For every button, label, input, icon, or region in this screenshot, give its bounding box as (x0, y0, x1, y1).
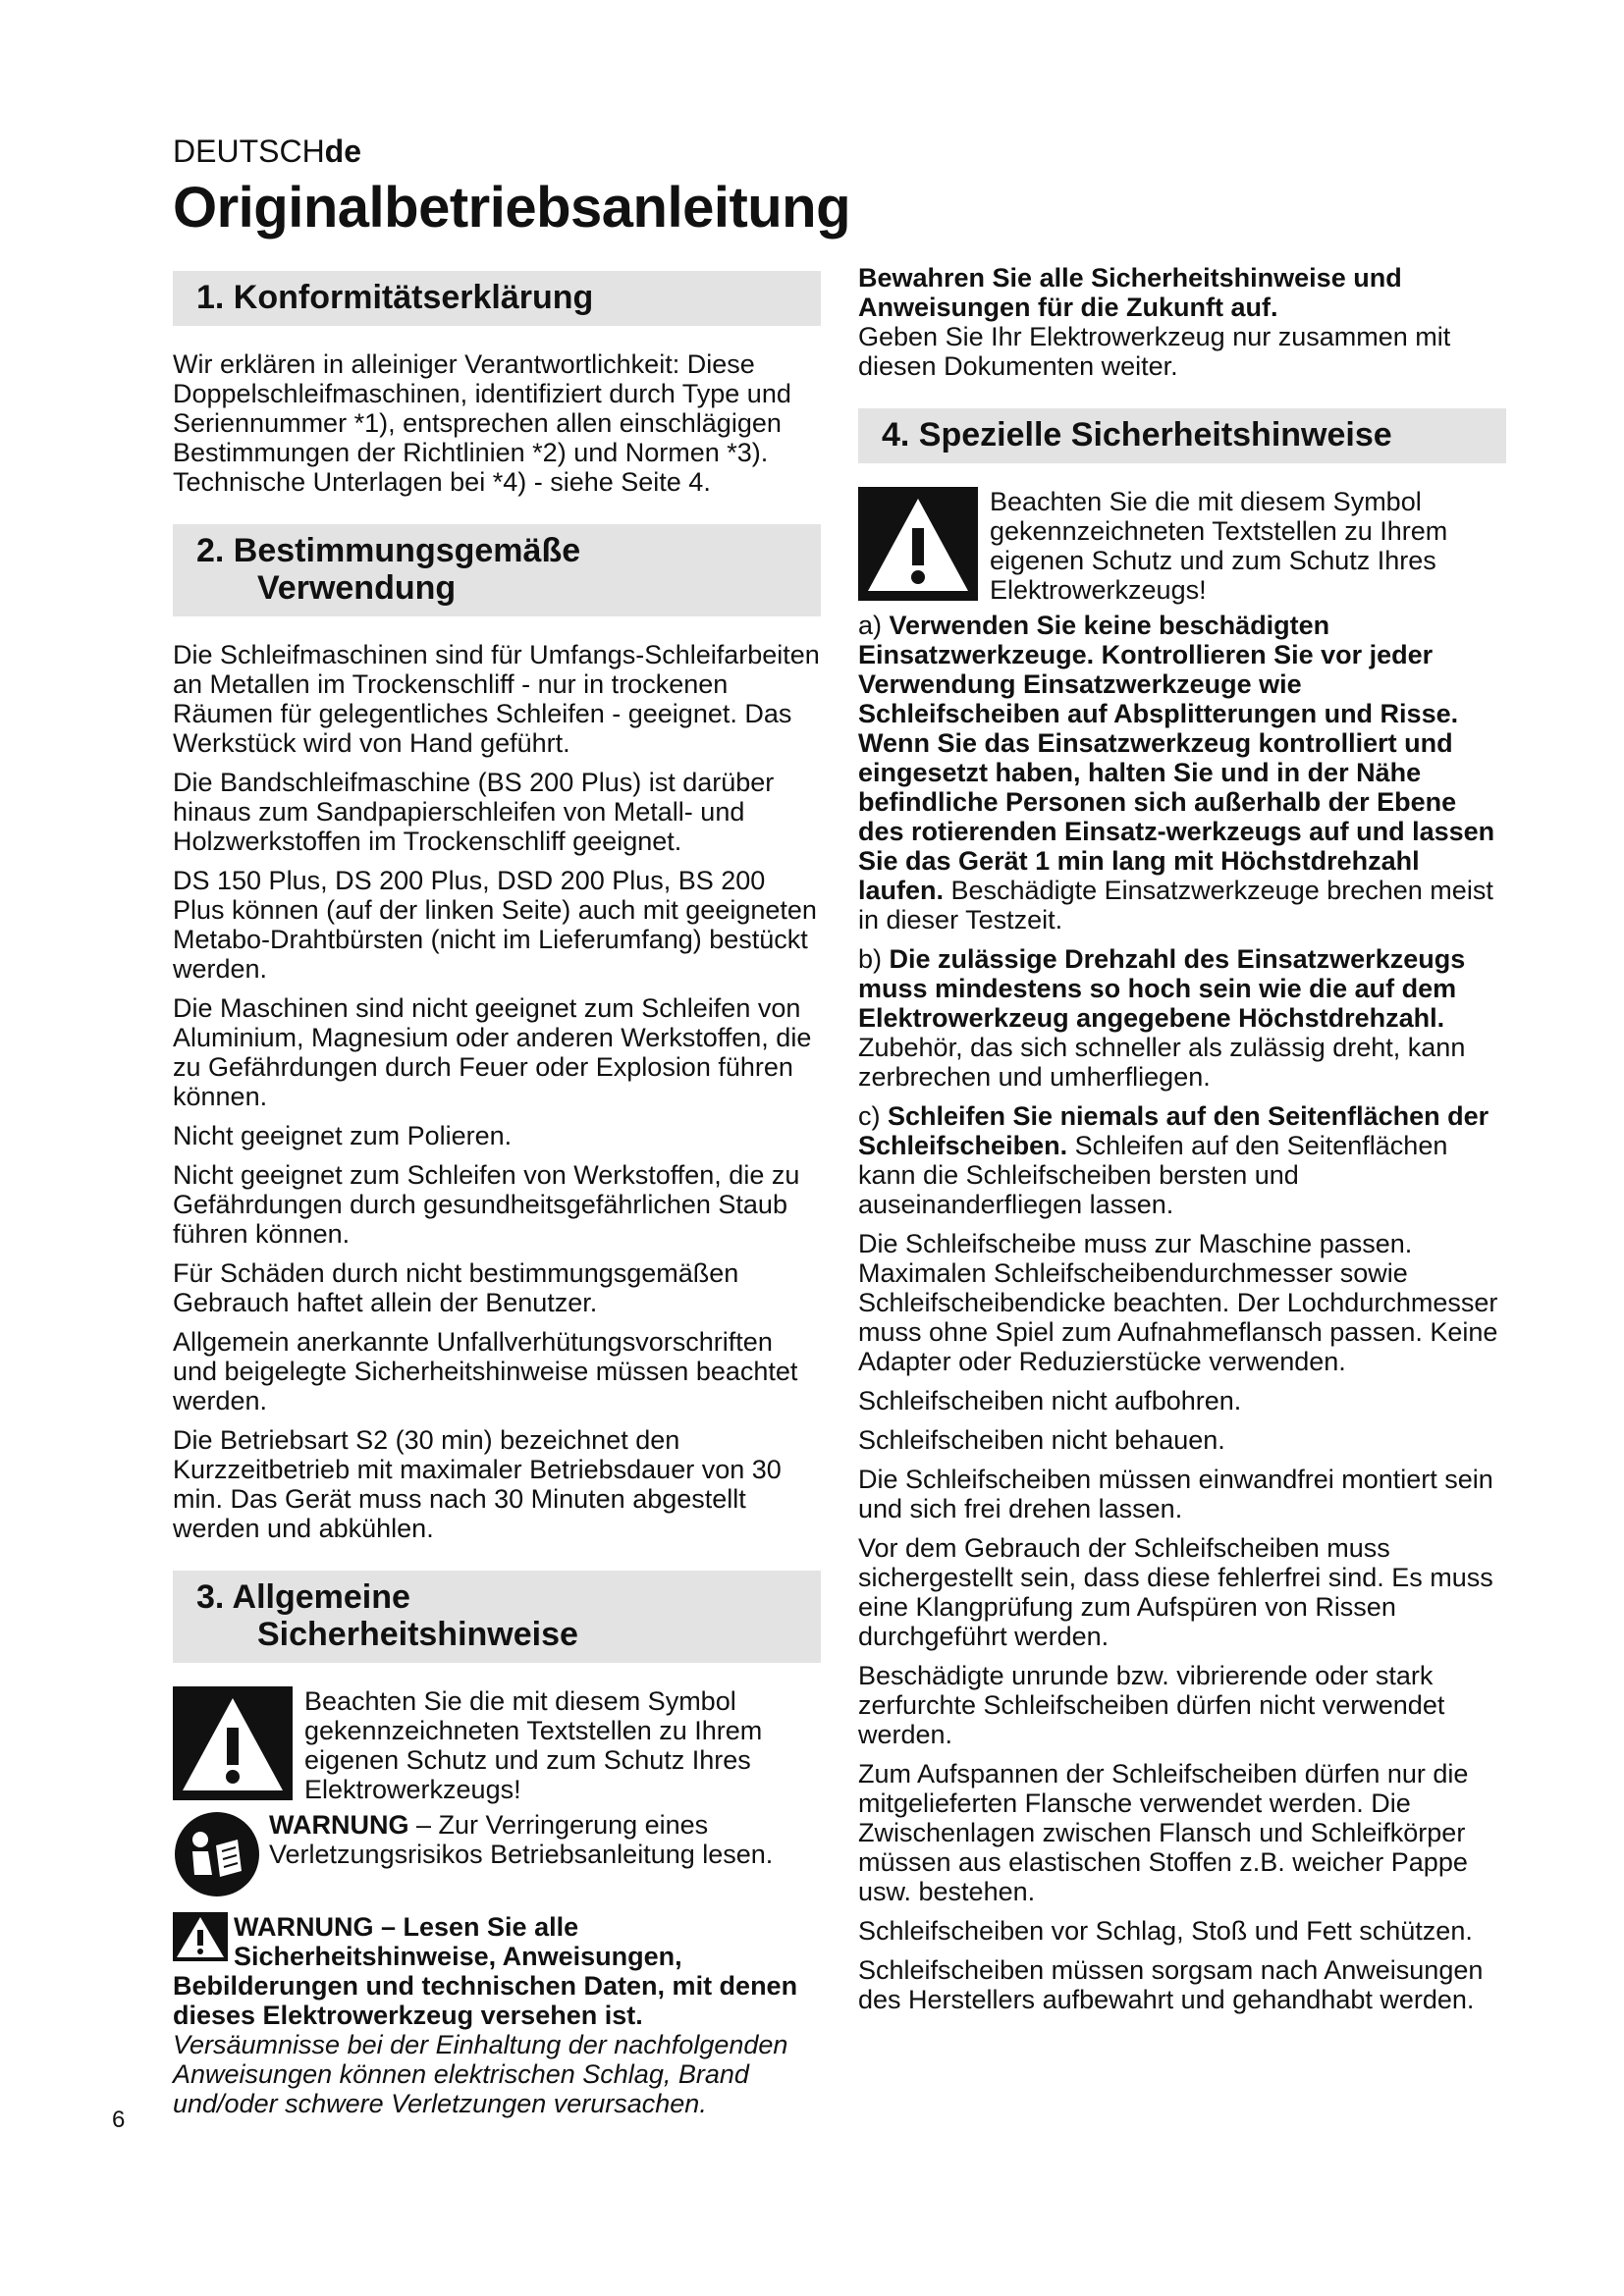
warning-triangle-icon (173, 1912, 228, 1961)
rule-c-text: Schleifen auf den Seitenflächen kann die Schleifscheiben bersten und auseinanderfliegen lassen. (858, 1131, 1448, 1219)
general-warning-italic: Versäumnisse bei der Einhaltung der nachfolgenden Anweisungen können elektrischen Schlag, Brand und/oder schwere Verletzungen verursachen. (173, 2030, 788, 2118)
symbol-notice-text: Beachten Sie die mit diesem Symbol gekennzeichneten Textstellen zu Ihrem eigenen Schutz und zum Schutz Ihres Elektrowerkzeugs! (304, 1686, 763, 1804)
rule-c-bold: Schleifen Sie niemals auf den Seitenflächen der Schleifscheiben. (858, 1101, 1489, 1160)
warning-label: WARNUNG (269, 1810, 409, 1840)
section-4-paragraph: Zum Aufspannen der Schleifscheiben dürfen nur die mitgelieferten Flansche verwendet werden. Die Zwischenlagen zwischen Flansch und Schleifkörper müssen aus elastischen Stoffen z.B. weicher Pappe usw. bestehen. (858, 1759, 1469, 1906)
section-4-paragraph: Schleifscheiben nicht behauen. (858, 1425, 1225, 1455)
rule-c-prefix: c) (858, 1101, 888, 1131)
section-2-paragraph: Die Bandschleifmaschine (BS 200 Plus) ist darüber hinaus zum Sandpapierschleifen von Metall- und Holzwerkstoffen im Trockenschliff geeignet. (173, 768, 775, 856)
right-column (858, 263, 1506, 2024)
rule-b-text: Zubehör, das sich schneller als zulässig dreht, kann zerbrechen und umherfliegen. (858, 1033, 1466, 1092)
section-2-paragraph: Nicht geeignet zum Polieren. (173, 1121, 513, 1150)
section-2-paragraph: DS 150 Plus, DS 200 Plus, DSD 200 Plus, BS 200 Plus können (auf der linken Seite) auch mit geeigneten Metabo-Drahtbürsten (nicht im Lieferumfang) bestückt werden. (173, 866, 817, 984)
section-4-paragraph: Vor dem Gebrauch der Schleifscheiben muss sichergestellt sein, dass diese fehlerfrei sind. Es muss eine Klangprüfung zum Aufspüren von Rissen durchgeführt werden. (858, 1533, 1493, 1651)
symbol-notice-text: Beachten Sie die mit diesem Symbol gekennzeichneten Textstellen zu Ihrem eigenen Schutz und zum Schutz Ihres Elektrowerkzeugs! (990, 487, 1448, 605)
section-2-paragraph: Die Schleifmaschinen sind für Umfangs-Schleifarbeiten an Metallen im Trockenschliff - nur in trockenen Räumen für gelegentliches Schleifen - geeignet. Das Werkstück wird von Hand geführt. (173, 640, 820, 758)
rule-a (858, 611, 1506, 934)
section-2-title: 2. Bestimmungsgemäße (196, 532, 581, 569)
read-manual-notice (173, 1810, 821, 1898)
page-title: Originalbetriebsanleitung (173, 176, 851, 240)
language-prefix: DEUTSCH (173, 133, 325, 169)
section-2-paragraph: Die Betriebsart S2 (30 min) bezeichnet den Kurzzeitbetrieb mit maximaler Betriebsdauer von 30 min. Das Gerät muss nach 30 Minuten abgestellt werden und abkühlen. (173, 1425, 782, 1543)
section-4-paragraph: Beschädigte unrunde bzw. vibrierende oder stark zerfurchte Schleifscheiben dürfen nicht verwendet werden. (858, 1661, 1445, 1749)
rule-c (858, 1101, 1506, 1219)
page-number: 6 (112, 2107, 126, 2133)
rule-a-prefix: a) (858, 611, 890, 640)
read-manual-icon (173, 1810, 261, 1898)
keep-instructions-bold: Bewahren Sie alle Sicherheitshinweise und Anweisungen für die Zukunft auf. (858, 263, 1402, 322)
keep-instructions-text: Geben Sie Ihr Elektrowerkzeug nur zusammen mit diesen Dokumenten weiter. (858, 322, 1451, 381)
read-manual-text (269, 1810, 821, 1869)
rule-a-text: Beschädigte Einsatzwerkzeuge brechen meist in dieser Testzeit. (858, 876, 1493, 934)
language-code: de (324, 133, 362, 169)
symbol-notice (173, 1686, 821, 1804)
general-warning (173, 1912, 821, 2118)
section-2-paragraph: Die Maschinen sind nicht geeignet zum Schleifen von Aluminium, Magnesium oder anderen Werkstoffen, die zu Gefährdungen durch Feuer oder Explosion führen können. (173, 993, 812, 1111)
section-4-paragraph: Die Schleifscheibe muss zur Maschine passen. Maximalen Schleifscheibendurchmesser sowie Schleifscheibendicke beachten. Der Lochdurchmesser muss ohne Spiel zum Aufnahmeflansch passen. Keine Adapter oder Reduzierstücke verwenden. (858, 1229, 1498, 1376)
section-2-paragraph: Für Schäden durch nicht bestimmungsgemäßen Gebrauch haftet allein der Benutzer. (173, 1258, 739, 1317)
section-2-paragraph: Nicht geeignet zum Schleifen von Werkstoffen, die zu Gefährdungen durch gesundheitsgefährlichen Staub führen können. (173, 1160, 800, 1249)
symbol-notice (858, 487, 1506, 605)
section-2-title-cont: Verwendung (257, 569, 457, 607)
rule-b (858, 944, 1506, 1092)
warning-triangle-icon (173, 1686, 293, 1800)
section-4-paragraph: Schleifscheiben müssen sorgsam nach Anweisungen des Herstellers aufbewahrt und gehandhabt werden. (858, 1955, 1484, 2014)
section-4-heading (858, 408, 1506, 463)
section-1-heading (173, 271, 821, 326)
rule-b-prefix: b) (858, 944, 890, 974)
section-4-title: 4. Spezielle Sicherheitshinweise (882, 416, 1392, 454)
section-4-paragraph: Schleifscheiben vor Schlag, Stoß und Fett schützen. (858, 1916, 1473, 1946)
warning-text: – Zur Verringerung eines Verletzungsrisikos Betriebsanleitung lesen. (269, 1810, 774, 1869)
rule-a-bold: Verwenden Sie keine beschädigten Einsatzwerkzeuge. Kontrollieren Sie vor jeder Verwendung Einsatzwerkzeuge wie Schleifscheiben auf Absplitterungen und Risse. Wenn Sie das Einsatzwerkzeug kontrolliert und eingesetzt haben, halten Sie und in der Nähe befindliche Personen sich außerhalb der Ebene des rotierenden Einsatz-werkzeugs auf und lassen Sie das Gerät 1 min lang mit Höchstdrehzahl laufen. (858, 611, 1495, 905)
section-1-text: Wir erklären in alleiniger Verantwortlichkeit: Diese Doppelschleifmaschinen, identifiziert durch Type und Seriennummer *1), entsprechen allen einschlägigen Bestimmungen der Richtlinien *2) und Normen *3). Technische Unterlagen bei *4) - siehe Seite 4. (173, 349, 791, 497)
section-4-paragraph: Die Schleifscheiben müssen einwandfrei montiert sein und sich frei drehen lassen. (858, 1465, 1493, 1523)
section-3-title: 3. Allgemeine (196, 1578, 410, 1616)
general-warning-bold: WARNUNG – Lesen Sie alle Sicherheitshinweise, Anweisungen, Bebilderungen und technischen Daten, mit denen dieses Elektrowerkzeug versehen ist. (173, 1912, 798, 2030)
language-label (173, 133, 361, 169)
rule-b-bold: Die zulässige Drehzahl des Einsatzwerkzeugs muss mindestens so hoch sein wie die auf dem Elektrowerkzeug angegebene Höchstdrehzahl. (858, 944, 1466, 1033)
section-2-heading (173, 524, 821, 616)
section-1-title: 1. Konformitätserklärung (196, 279, 594, 316)
warning-triangle-icon (858, 487, 978, 601)
section-4-paragraph: Schleifscheiben nicht aufbohren. (858, 1386, 1242, 1415)
left-column (173, 271, 821, 2128)
section-3-heading (173, 1571, 821, 1663)
section-3-title-cont: Sicherheitshinweise (257, 1616, 578, 1653)
section-2-paragraph: Allgemein anerkannte Unfallverhütungsvorschriften und beigelegte Sicherheitshinweise müssen beachtet werden. (173, 1327, 798, 1415)
